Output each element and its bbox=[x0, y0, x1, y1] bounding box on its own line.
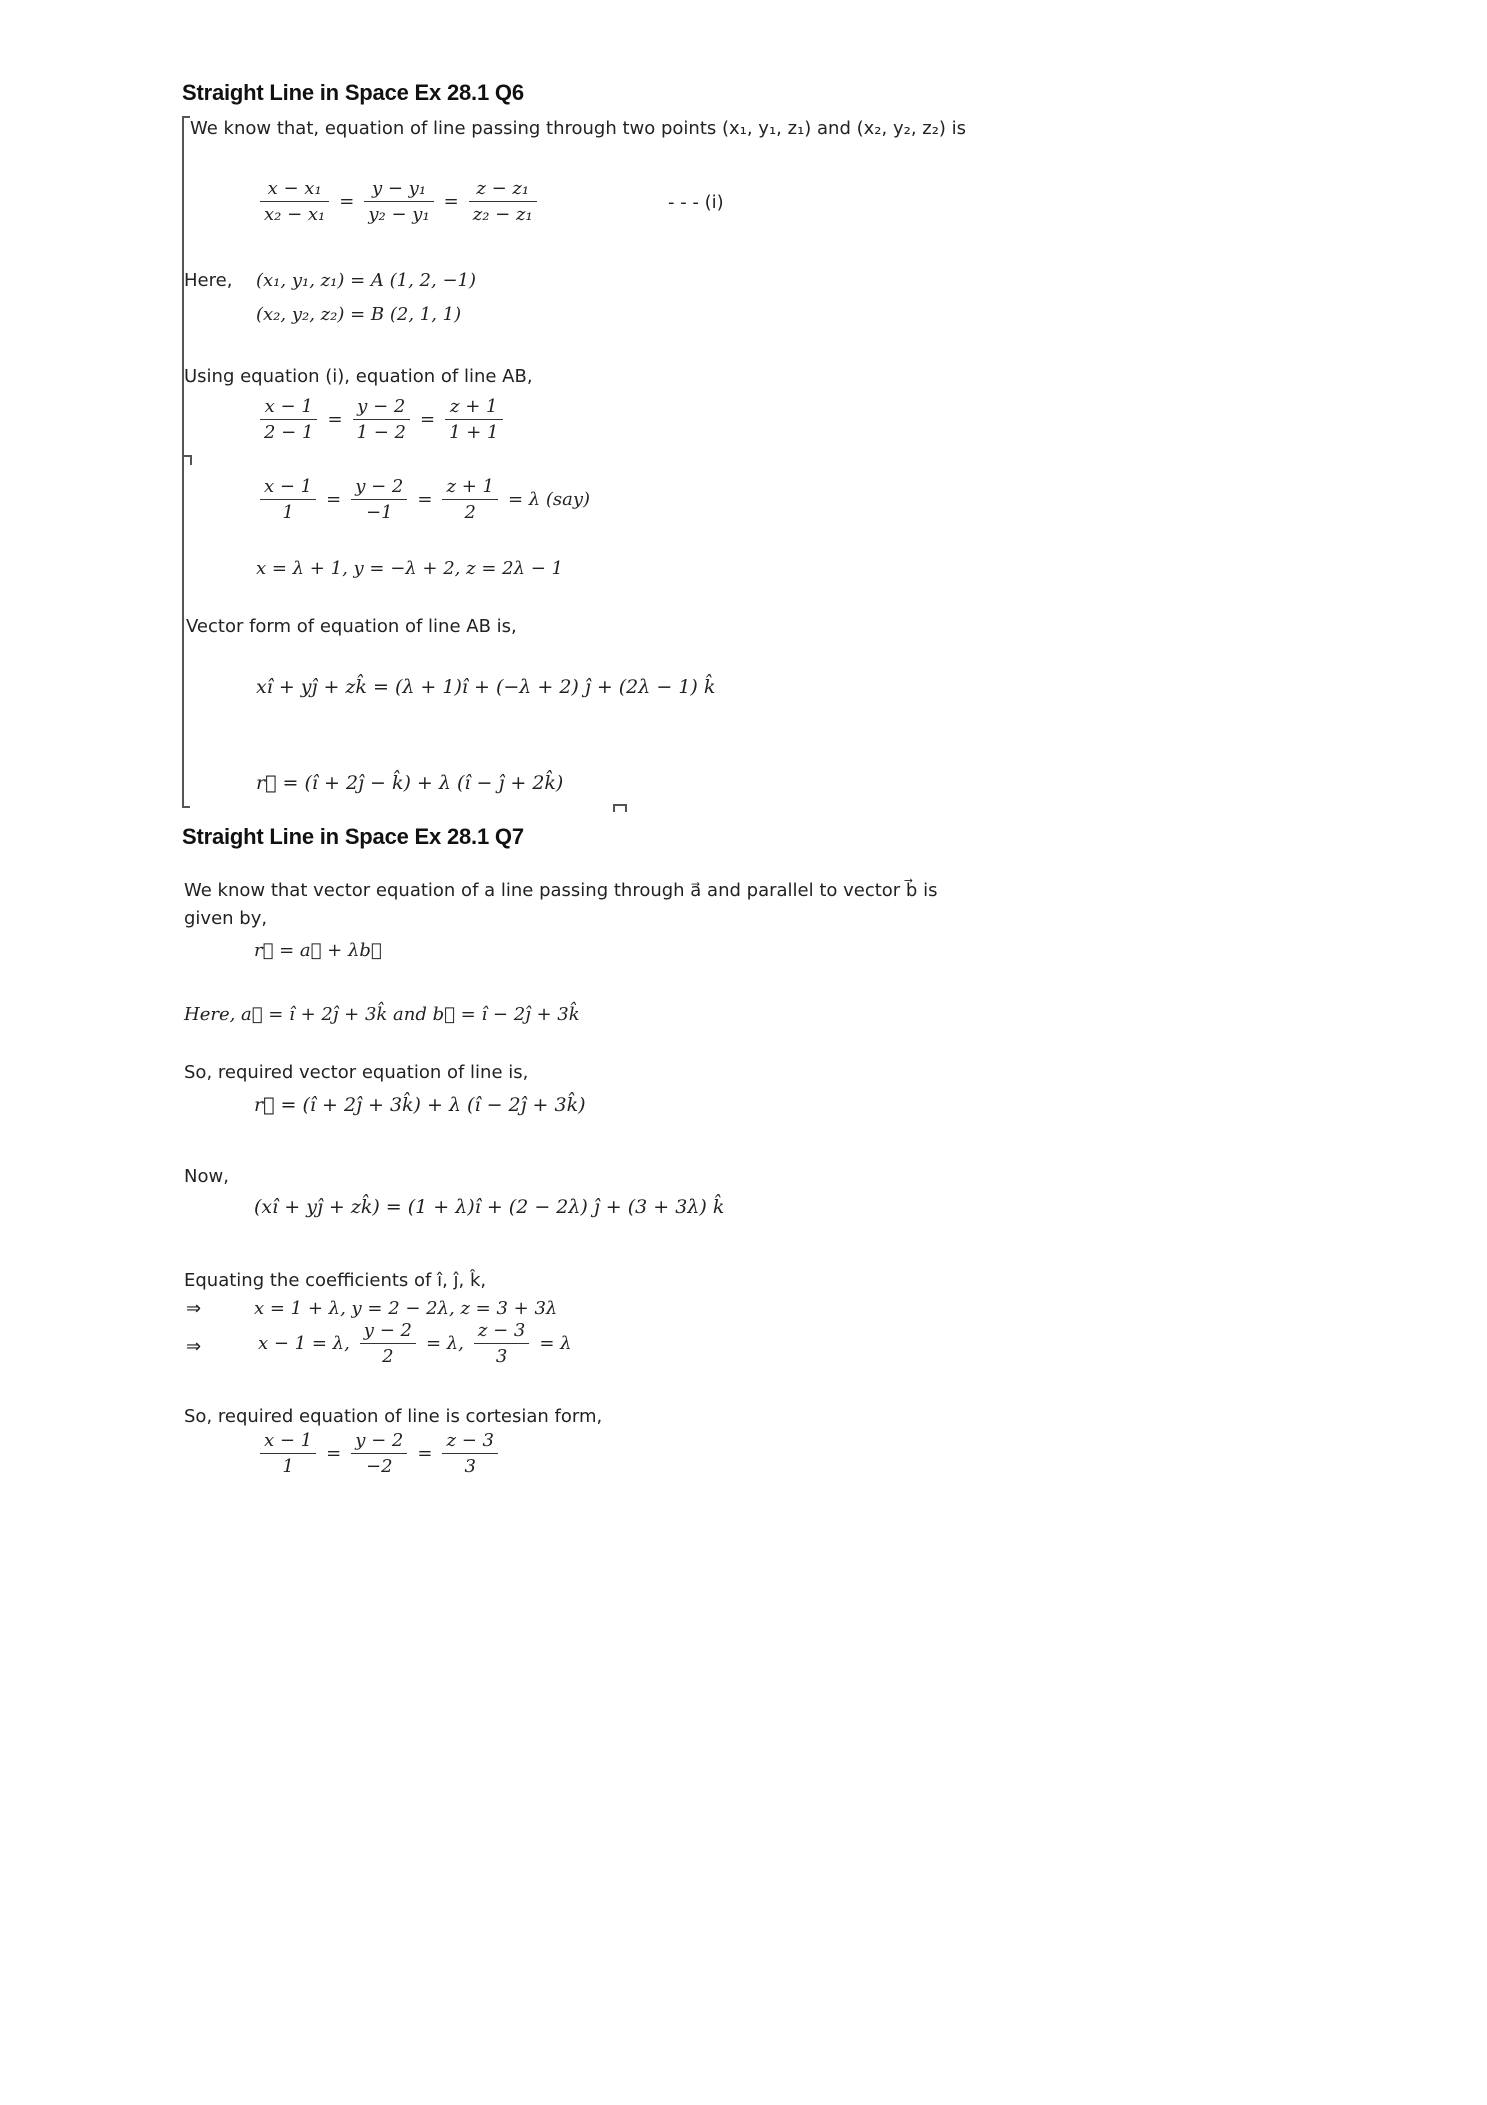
q7-intro-line2: given by, bbox=[184, 908, 268, 929]
q6-intro: We know that, equation of line passing through two points (x₁, y₁, z₁) and (x₂, y₂, z₂) is bbox=[190, 118, 967, 139]
q7-vector-equation: r⃗ = (î + 2ĵ + 3k̂) + λ (î − 2ĵ + 3k̂) bbox=[254, 1094, 586, 1116]
now-equation: (xî + yĵ + zk̂) = (1 + λ)î + (2 − 2λ) ĵ + (3 + 3λ) k̂ bbox=[254, 1196, 725, 1218]
q6-equation-ab: $\frac{x - 1}{2 - 1}$ = $\frac{y - 2}{1 - 2}$ = $\frac{z + 1}{1 + 1}$ bbox=[254, 396, 509, 443]
q7-given-vectors: Here, a⃗ = î + 2ĵ + 3k̂ and b⃗ = î − 2ĵ + 3k̂ bbox=[184, 1004, 580, 1025]
q6-heading: Straight Line in Space Ex 28.1 Q6 bbox=[182, 80, 524, 105]
point-b: (x₂, y₂, z₂) = B (2, 1, 1) bbox=[256, 304, 462, 325]
vector-form-equation: xî + yĵ + zk̂ = (λ + 1)î + (−λ + 2) ĵ + (2λ − 1) k̂ bbox=[256, 676, 716, 698]
implies-arrow-2: ⇒ bbox=[186, 1336, 202, 1357]
cartesian-equation: $\frac{x - 1}{1}$ = $\frac{y - 2}{-2}$ = $\frac{z - 3}{3}$ bbox=[254, 1430, 504, 1477]
here-label: Here, bbox=[184, 270, 233, 291]
corner-mark bbox=[613, 804, 627, 812]
q7-so-cartesian: So, required equation of line is cortesian form, bbox=[184, 1406, 603, 1427]
q6-equation-lambda: $\frac{x - 1}{1}$ = $\frac{y - 2}{-1}$ = $\frac{z + 1}{2}$ = λ (say) bbox=[254, 476, 594, 523]
q6-equation-general: $\frac{\text{x − x₁}}{\text{x₂ − x₁}}$ = $\frac{\text{y − y₁}}{\text{y₂ − y₁}}$ = $\frac{\text{z − z₁}}{\text{z₂ − z₁}}$ bbox=[254, 178, 543, 225]
q7-heading: Straight Line in Space Ex 28.1 Q7 bbox=[182, 824, 524, 849]
implies-arrow-1: ⇒ bbox=[186, 1298, 202, 1319]
bracket-tick bbox=[182, 455, 192, 465]
parametric-equations: x = λ + 1, y = −λ + 2, z = 2λ − 1 bbox=[256, 558, 563, 579]
q7-so-vector: So, required vector equation of line is, bbox=[184, 1062, 529, 1083]
equation-tag: - - - (i) bbox=[668, 192, 724, 213]
vector-form-intro: Vector form of equation of line AB is, bbox=[186, 616, 517, 637]
vector-line-formula: r⃗ = a⃗ + λb⃗ bbox=[254, 940, 382, 961]
coefficient-equations: x = 1 + λ, y = 2 − 2λ, z = 3 + 3λ bbox=[254, 1298, 558, 1319]
equating-text: Equating the coefficients of î, ĵ, k̂, bbox=[184, 1270, 487, 1291]
using-equation-text: Using equation (i), equation of line AB, bbox=[184, 366, 533, 387]
lambda-equations: x − 1 = λ, $\frac{y - 2}{2}$ = λ, $\frac{z - 3}{3}$ = λ bbox=[258, 1320, 572, 1367]
now-label: Now, bbox=[184, 1166, 229, 1187]
q7-intro-line1: We know that vector equation of a line passing through a⃗ and parallel to vector b⃗ is bbox=[184, 880, 938, 901]
vector-form-result: r⃗ = (î + 2ĵ − k̂) + λ (î − ĵ + 2k̂) bbox=[256, 772, 564, 794]
point-a: (x₁, y₁, z₁) = A (1, 2, −1) bbox=[256, 270, 476, 291]
